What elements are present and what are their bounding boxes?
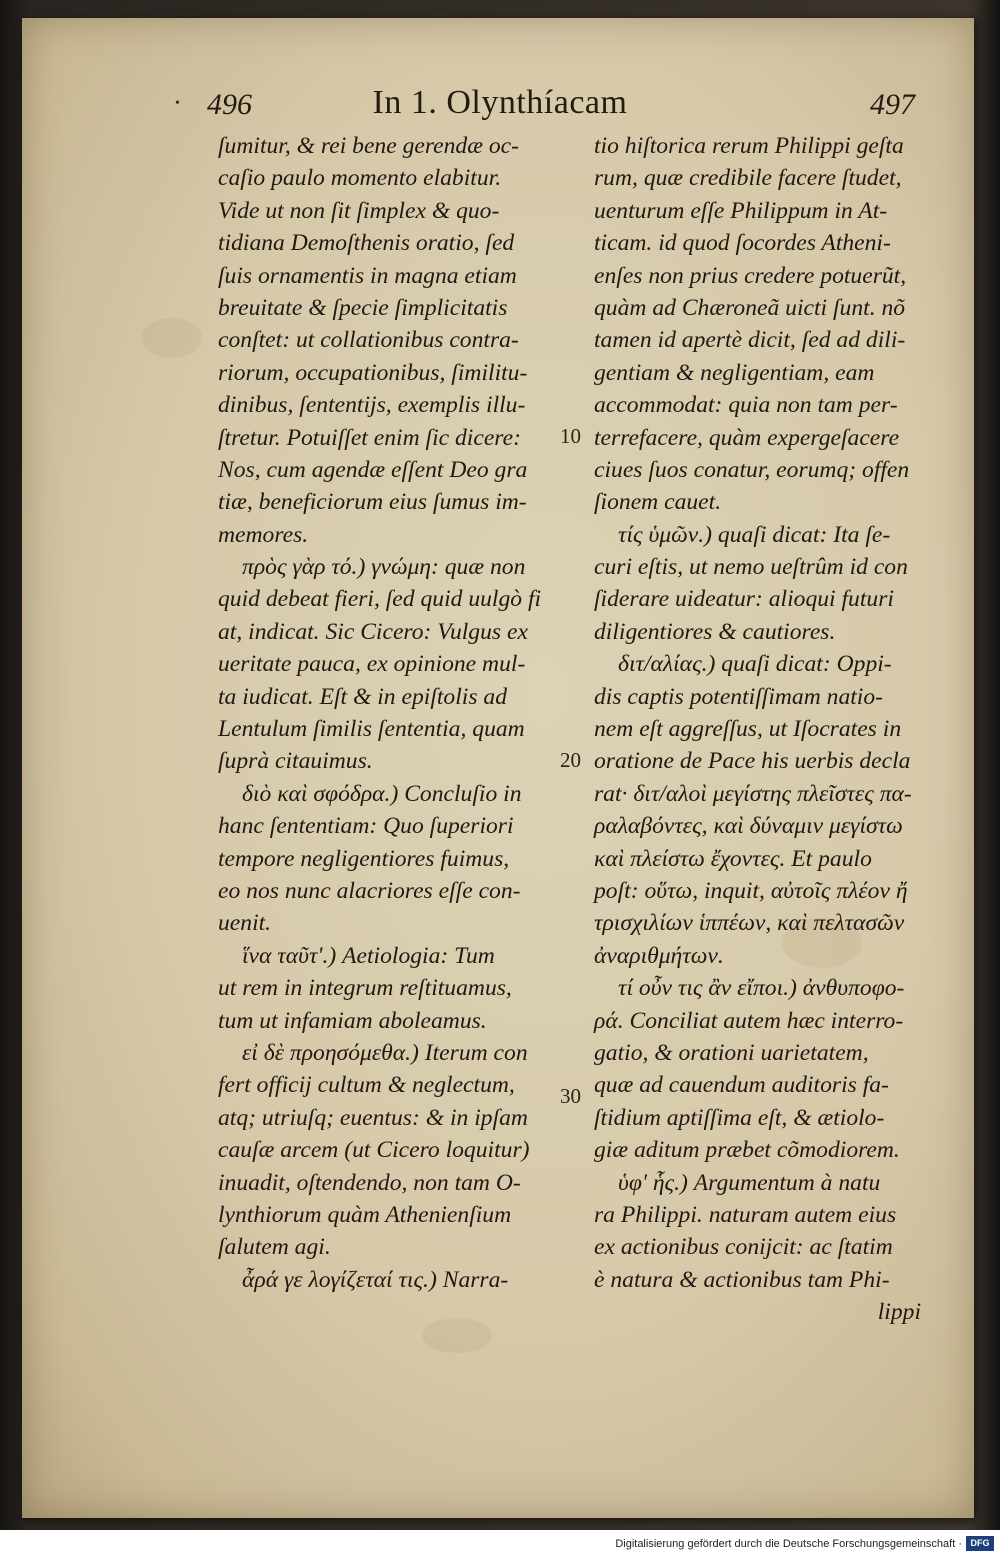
left-text-column	[218, 130, 563, 1296]
footer-bar	[0, 1530, 1000, 1558]
text-line: ſtretur. Potuiſſet enim ſic dicere:	[218, 424, 521, 451]
text-line: lippi	[877, 1299, 921, 1326]
text-line: ta iudicat. Eſt & in epiſtolis ad	[218, 683, 508, 710]
text-line: Nos, cum agendæ eſſent Deo gra	[218, 456, 528, 483]
text-line: quàm ad Chæroneã uicti ſunt. nõ	[594, 294, 906, 321]
line-number-10: 10	[560, 424, 581, 448]
text-line: lynthiorum quàm Athenienſium	[218, 1201, 512, 1228]
text-line: ἵνα ταῦτ'.) Aetiologia: Tum	[242, 942, 495, 969]
text-line: tio hiſtorica rerum Philippi geſta	[594, 133, 904, 159]
text-line: τίς ὑμῶν.) quaſi dicat: Ita ſe-	[618, 521, 891, 548]
text-line: rat· διτ/αλοὶ μεγίστης πλεῖστες πα-	[594, 780, 912, 807]
text-line: uenit.	[218, 910, 272, 937]
text-line: καὶ πλείστω ἔχοντες. Et paulo	[594, 845, 872, 872]
text-line: τί οὖν τις ἂν εἴποι.) ἀνθυποφο-	[618, 975, 905, 1002]
text-line: uenturum eſſe Philippum in At-	[594, 197, 888, 224]
text-line: giæ aditum præbet cõmodiorem.	[594, 1137, 900, 1164]
text-line: tempore negligentiores fuimus,	[218, 845, 510, 872]
text-line: ſionem cauet.	[594, 489, 722, 516]
text-line: caſio paulo momento elabitur.	[218, 165, 502, 192]
text-line: accommodat: quia non tam per-	[594, 392, 898, 419]
text-line: dis captis potentiſſimam natio-	[594, 683, 884, 710]
text-line: ſiderare uideatur: alioqui futuri	[594, 586, 894, 613]
text-line: fert officij cultum & neglectum,	[218, 1072, 515, 1099]
text-line: quæ ad cauendum auditoris fa-	[594, 1072, 889, 1099]
text-line: ut rem in integrum reſtituamus,	[218, 975, 512, 1002]
text-line: è natura & actionibus tam Phi-	[594, 1266, 890, 1293]
text-line: enſes non prius credere potuerũt,	[594, 262, 907, 289]
text-line: gatio, & orationi uarietatem,	[594, 1039, 869, 1066]
text-line: ſalutem agi.	[218, 1234, 331, 1261]
text-line: terrefacere, quàm expergeſacere	[594, 424, 900, 451]
text-line: oratione de Pace his uerbis decla	[594, 748, 911, 775]
text-line: τρισχιλίων ἱππέων, καὶ πελτασῶν	[594, 910, 905, 937]
running-head	[0, 84, 1000, 124]
text-line: ex actionibus conijcit: ac ſtatim	[594, 1234, 893, 1261]
text-line: ueritate pauca, ex opinione mul-	[218, 651, 526, 678]
text-line: tiæ, beneficiorum eius ſumus im-	[218, 489, 527, 516]
text-line: πρὸς γὰρ τό.) γνώμη: quæ non	[242, 554, 526, 581]
text-line: atq; utriuſq; euentus: & in ipſam	[218, 1104, 528, 1131]
text-line: ἆρά γε λογίζεταί τις.) Narra-	[242, 1266, 509, 1293]
text-line: ciues ſuos conatur, eorumq; offen	[594, 456, 910, 483]
text-line: inuadit, oſtendendo, non tam O-	[218, 1169, 521, 1196]
text-line: ρά. Conciliat autem hæc interro-	[594, 1007, 904, 1034]
text-line: tum ut infamiam aboleamus.	[218, 1007, 487, 1034]
text-line: breuitate & ſpecie ſimplicitatis	[218, 294, 508, 321]
text-line: tamen id apertè dicit, ſed ad dili-	[594, 327, 906, 354]
text-line: ſuprà citauimus.	[218, 748, 373, 775]
text-line: eo nos nunc alacriores eſſe con-	[218, 877, 521, 904]
running-title: In 1. Olynthíacam	[372, 84, 628, 121]
text-line: cauſæ arcem (ut Cicero loquitur)	[218, 1137, 530, 1164]
text-line: riorum, occupationibus, ſimilitu-	[218, 359, 528, 386]
text-line: quid debeat fieri, ſed quid uulgò fi	[218, 586, 542, 613]
text-line: dinibus, ſententijs, exemplis illu-	[218, 392, 526, 419]
text-line: διὸ καὶ σφόδρα.) Concluſio in	[242, 780, 522, 807]
text-line: poſt: οὕτω, inquit, αὐτοῖς πλέον ἤ	[594, 877, 908, 904]
text-line: memores.	[218, 521, 309, 548]
text-line: diligentiores & cautiores.	[594, 618, 836, 645]
page-number-right: 497	[870, 88, 915, 121]
right-text-column	[594, 130, 929, 1328]
text-line: ſumitur, & rei bene gerendæ oc-	[218, 133, 519, 159]
text-line: tidiana Demoſthenis oratio, ſed	[218, 230, 515, 257]
line-number-20: 20	[560, 748, 581, 772]
funding-note: Digitalisierung gefördert durch die Deutsche Forschungsgemeinschaft ·	[615, 1538, 962, 1550]
dfg-logo: DFG	[966, 1536, 994, 1551]
text-line: ſtidium aptiſſima eſt, & ætiolo-	[594, 1104, 885, 1131]
text-line: rum, quæ credibile facere ſtudet,	[594, 165, 902, 192]
text-line: Lentulum ſimilis ſententia, quam	[218, 716, 525, 743]
line-number-30: 30	[560, 1084, 581, 1108]
text-line: ra Philippi. naturam autem eius	[594, 1201, 897, 1228]
text-line: ticam. id quod ſocordes Atheni-	[594, 230, 891, 257]
text-line: hanc ſententiam: Quo ſuperiori	[218, 813, 514, 840]
text-line: ὑφ' ἧς.) Argumentum à natu	[618, 1169, 881, 1196]
ornament-dot: •	[175, 96, 180, 111]
text-line: conſtet: ut collationibus contra-	[218, 327, 519, 354]
text-line: εἰ δὲ προησόμεθα.) Iterum con	[242, 1039, 528, 1066]
text-line: ἀναριθμήτων.	[594, 942, 724, 969]
text-line: gentiam & negligentiam, eam	[594, 359, 875, 386]
text-line: διτ/αλίας.) quaſi dicat: Oppi-	[618, 651, 892, 678]
text-line: Vide ut non ſit ſimplex & quo-	[218, 197, 500, 224]
text-line: at, indicat. Sic Cicero: Vulgus ex	[218, 618, 528, 645]
text-line: nem eſt aggreſſus, ut Iſocrates in	[594, 716, 902, 743]
text-line: ſuis ornamentis in magna etiam	[218, 262, 517, 289]
text-line: ραλαβόντες, καὶ δύναμιν μεγίστω	[594, 813, 903, 840]
page-number-left: 496	[207, 88, 252, 121]
text-line: curi eſtis, ut nemo ueſtrûm id con	[594, 554, 908, 581]
